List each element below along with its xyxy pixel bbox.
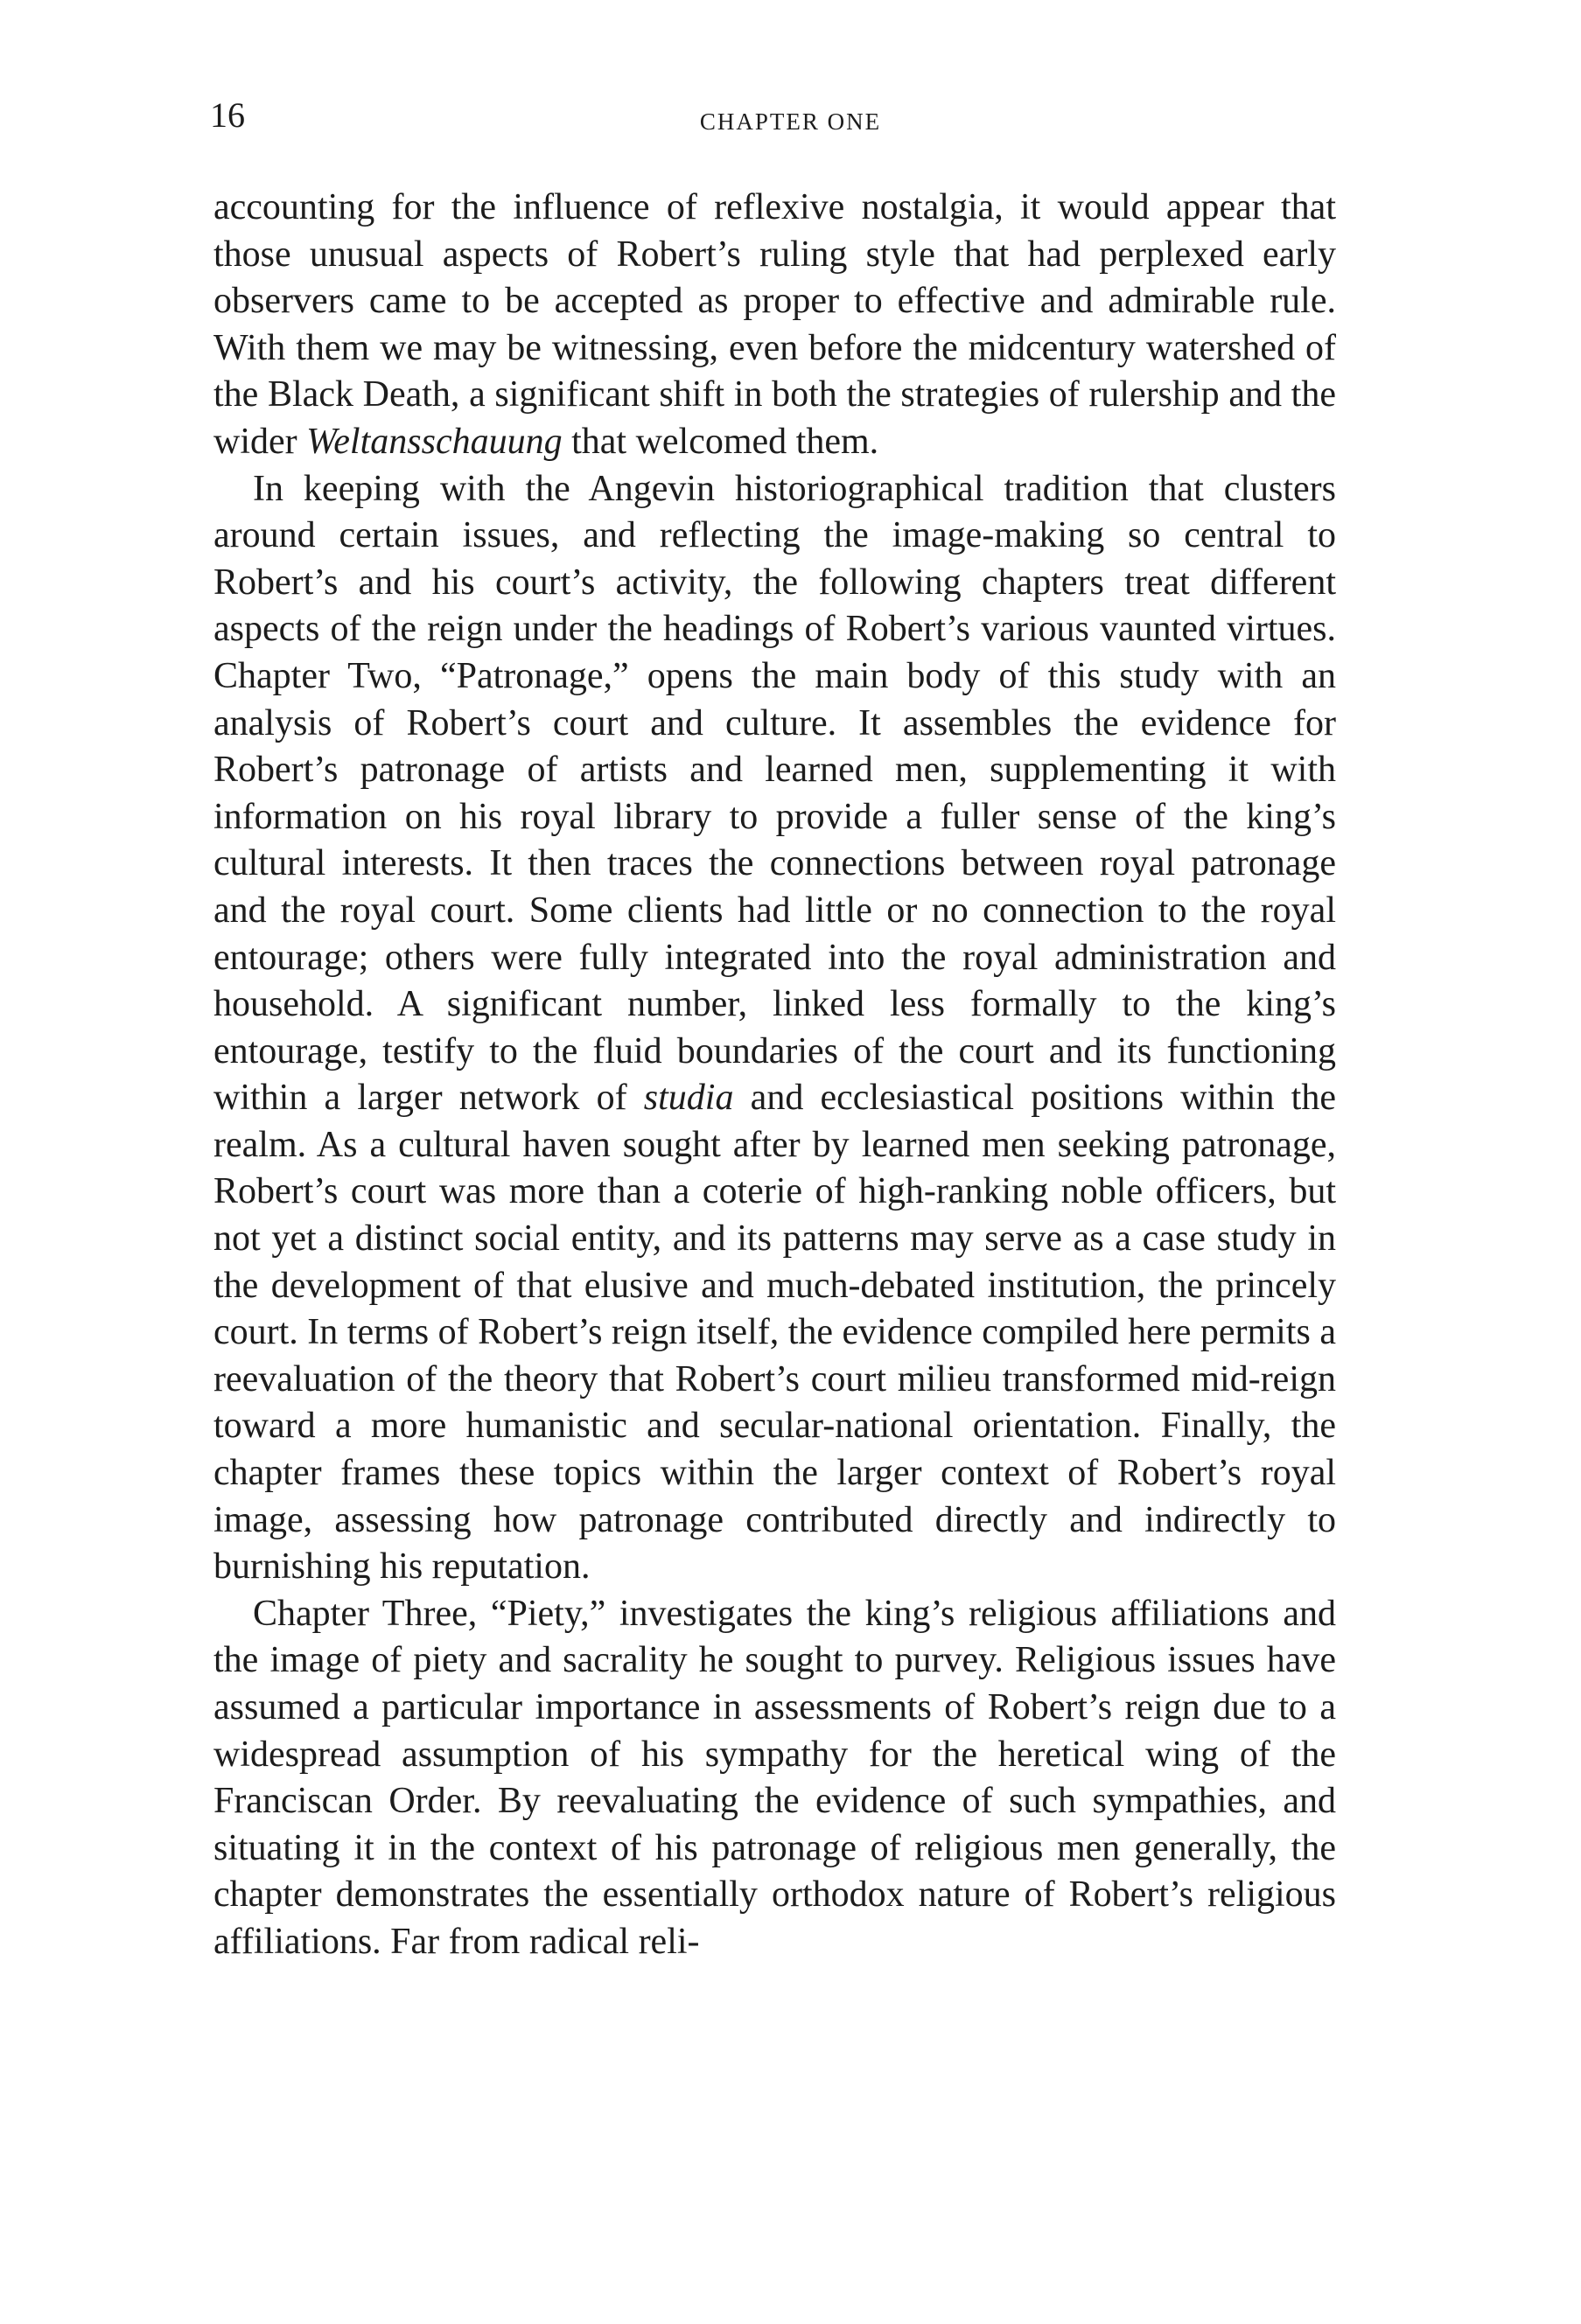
text-segment: Chapter Three, “Piety,” investigates the king’s religious affiliations and the image of piety and sacrality he sought to purvey. Religious issues have assumed a particular importance in assessments of Robert’s reign due to a widespread assumption of his sympathy for the heretical wing of the Franciscan Order. By reevaluating the evidence of such sympathies, and situating it in the context of his patronage of religious men generally, the chapter demonstrates the essentially orthodox nature of Robert’s religious affiliations. Far from radical reli- (213, 1593, 1336, 1962)
page-number: 16 (210, 95, 245, 135)
text-segment: and ecclesiastical positions within the realm. As a cultural haven sought after by learned men seeking patronage, Robert’s court was more than a coterie of high-ranking noble officers, but not yet a distinct social entity, and its patterns may serve as a case study in the development of that elusive and much-debated institution, the princely court. In terms of Robert’s reign itself, the evidence compiled here permits a reevaluation of the theory that Robert’s court milieu transformed mid-reign toward a more humanistic and secular-national orientation. Finally, the chapter frames these topics within the larger context of Robert’s royal image, assessing how patronage contributed directly and indirectly to burnishing his reputation. (213, 1078, 1336, 1588)
text-segment: that welcomed them. (562, 421, 879, 462)
paragraph-3 (213, 1591, 1336, 1966)
paragraph-1 (213, 185, 1336, 466)
text-segment: In keeping with the Angevin historiographical tradition that clusters around certain issues, and reflecting the image-making so central to Robert’s and his court’s activity, the following chapters treat different aspects of the reign under the headings of Robert’s various vaunted virtues. Chapter Two, “Patronage,” opens the main body of this study with an analysis of Robert’s court and culture. It assembles the evidence for Robert’s patronage of artists and learned men, supplementing it with information on his royal library to provide a fuller sense of the king’s cultural interests. It then traces the connections between royal patronage and the royal court. Some clients had little or no connection to the royal entourage; others were fully integrated into the royal administration and household. A significant number, linked less formally to the king’s entourage, testify to the fluid boundaries of the court and its functioning within a larger network of (213, 468, 1336, 1119)
italic-term-weltansschauung: Weltansschauung (306, 421, 563, 462)
running-head: CHAPTER ONE (699, 108, 882, 135)
italic-term-studia: studia (643, 1078, 734, 1119)
paragraph-2 (213, 466, 1336, 1591)
body-text (213, 185, 1336, 1966)
text-segment: accounting for the influence of reflexive nostalgia, it would appear that those unusual aspects of Robert’s ruling style that had perplexed early observers came to be accepted as proper to effective and admirable rule. With them we may be witnessing, even before the midcentury watershed of the Black Death, a significant shift in both the strategies of rulership and the wider (213, 187, 1336, 462)
